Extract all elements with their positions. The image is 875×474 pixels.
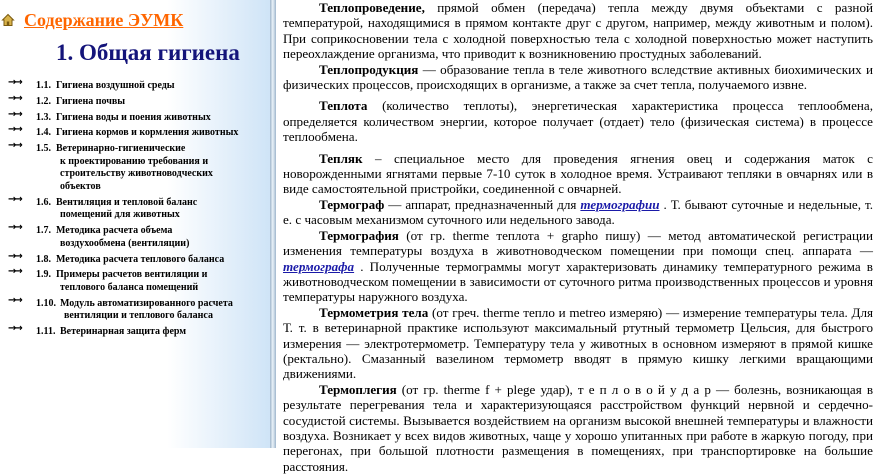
- nav-item-number: 1.2.: [36, 95, 51, 107]
- link-termografa[interactable]: термографа: [283, 258, 355, 274]
- arrow-bullet-icon: →→: [8, 77, 21, 88]
- paragraph-teploprovedenie: [283, 0, 873, 62]
- nav-item-label: помещений для животных: [60, 209, 180, 221]
- nav-item[interactable]: [0, 193, 268, 222]
- term: Тепляк: [319, 150, 363, 166]
- arrow-bullet-icon: →→: [8, 140, 21, 152]
- paragraph-termograf: [283, 197, 873, 228]
- arrow-bullet-icon: →→: [8, 92, 21, 104]
- definition: – специальное место для проведения ягнения овец и содержания маток с новорожденными ягнятами первые 7-10 суток в холодное время. Устраивают тепляки в овчарнях или в виде самостоятельной пристройки, соединенной с овчарней.: [283, 150, 873, 197]
- nav-item-number: 1.7.: [36, 225, 51, 237]
- nav-item[interactable]: [0, 140, 268, 193]
- definition: . Полученные термограммы могут характеризовать динамику температурного режима в животноводческом помещении в зависимости от суточного ритма производственных процессов и уровня температуры наружного воздуха.: [283, 258, 873, 305]
- definition: — образование тепла в теле животного вследствие активных биохимических и физических процессов, происходящих в организме, а также за счет тепла, получаемого извне.: [283, 61, 873, 93]
- term: Термоплегия: [319, 381, 397, 397]
- term: Теплопроведение,: [319, 0, 425, 15]
- paragraph-teploprodukciya: [283, 62, 873, 93]
- nav-item-label: Модуль автоматизированного расчета: [60, 297, 233, 309]
- arrow-bullet-icon: →→: [8, 222, 21, 234]
- definition: (от гр. therme f + plege удар), т е п л о в о й у д а р — болезнь, возникающая в результате перегревания тела и характеризующаяся расстройством функций нервной и сердечно-сосудистой системы. Вызывается воздействием на организм высокой внешней температуры и влажности воздуха. Возникает у всех видов животных, чаще у хорошо упитанных при работе в жаркую погоду, при перегонах, при большой плотности размещения в помещениях, при транспортировке на большие расстояния.: [283, 381, 873, 474]
- section-title: 1. Общая гигиена: [56, 40, 240, 65]
- nav-item-number: 1.9.: [36, 269, 51, 281]
- definition: прямой обмен (передача) тепла между двумя объектами с разной температурой, находящимися в прямом контакте друг с другом, например, между животным и полом). При соприкосновении тела с холодной поверхностью тела с холодной поверхностью может наступить переохлаждение организма, что приводит к возникновению простудных заболеваний.: [283, 0, 873, 62]
- term: Теплопродукция: [319, 61, 419, 77]
- nav-item-number: 1.3.: [36, 111, 51, 123]
- definition: (от греч. therme тепло и metreo измеряю) — измерение температуры тела. Для Т. т. в ветеринарной практике используют максимальный ртутный термометр Цельсия, для быстрого измерения — электротермометр. Температуру тела у животных в основном измеряют в прямой кишке (ректально). Смазанный вазелином термометр вводят в прямую кишку легкими вращающими движениями.: [283, 304, 873, 382]
- nav-item-label: Гигиена воздушной среды: [56, 80, 175, 91]
- nav-item-label: Методика расчета объема: [56, 225, 173, 237]
- nav-item-label: воздухообмена (вентиляции): [60, 237, 190, 249]
- nav-item-number: 1.6.: [36, 196, 51, 208]
- nav-item-label: Гигиена воды и поения животных: [56, 111, 211, 123]
- nav-item-label: теплового баланса помещений: [60, 281, 199, 293]
- arrow-bullet-icon: →→: [8, 266, 21, 278]
- nav-item[interactable]: [0, 323, 268, 339]
- nav-item-label: объектов: [60, 180, 101, 192]
- nav-item-label: Примеры расчетов вентиляции и: [56, 269, 208, 281]
- nav-item-label: Вентиляция и тепловой баланс: [56, 196, 198, 208]
- nav-item[interactable]: [0, 124, 268, 140]
- nav-item-number: 1.11.: [36, 326, 56, 338]
- definition: (количество теплоты), энергетическая характеристика процесса теплообмена, определяется количеством энергии, которое получает (отдает) тело (физическая система) в процессе теплообмена.: [283, 98, 873, 145]
- nav-item-number: 1.8.: [36, 253, 51, 265]
- toc-link[interactable]: Содержание ЭУМК: [24, 10, 184, 30]
- nav-item-label: вентиляции и теплового баланса: [64, 310, 213, 322]
- nav-item-label: Ветеринарная защита ферм: [60, 326, 187, 338]
- arrow-bullet-icon: →→: [8, 193, 21, 205]
- term: Термометрия тела: [319, 304, 429, 320]
- nav-item-label: Ветеринарно-гигиенические: [56, 143, 186, 155]
- arrow-bullet-icon: →→: [8, 250, 21, 262]
- article-content: [283, 0, 874, 474]
- term: Термография: [319, 227, 399, 243]
- nav-item-number: 1.4.: [36, 127, 51, 139]
- nav-item[interactable]: [0, 266, 268, 294]
- frame-divider[interactable]: [270, 0, 276, 448]
- definition: . Т. бывают суточные и недельные, т. е. с часовым механизмом суточного или недельного завода.: [283, 196, 874, 228]
- nav-item[interactable]: [0, 222, 268, 250]
- paragraph-termografiya: [283, 228, 873, 305]
- nav-item-label: Гигиена почвы: [56, 95, 126, 107]
- paragraph-teplyak: [283, 151, 873, 197]
- arrow-bullet-icon: →→: [8, 323, 21, 335]
- definition: (от гр. therme теплота + grapho пишу) — метод автоматической регистрации изменения температуры воздуха в животноводческом помещении при помощи спец. аппарата —: [283, 227, 873, 259]
- nav-item-label: строительству животноводческих: [60, 168, 213, 180]
- nav-item-number: 1.10.: [36, 297, 56, 309]
- nav-item[interactable]: [0, 77, 268, 93]
- arrow-bullet-icon: →→: [8, 294, 21, 306]
- term: Теплота: [319, 98, 368, 114]
- paragraph-teplota: [283, 98, 873, 144]
- arrow-bullet-icon: →→: [8, 108, 21, 120]
- term: Термограф: [319, 196, 385, 212]
- nav-item-number: 1.1.: [36, 80, 51, 91]
- paragraph-termometriya-tela: [283, 305, 873, 382]
- nav-item-label: Методика расчета теплового баланса: [56, 253, 225, 265]
- sidebar: [0, 0, 270, 448]
- nav-item[interactable]: [0, 108, 268, 125]
- nav-item-number: 1.5.: [36, 143, 51, 155]
- nav-item[interactable]: [0, 250, 268, 267]
- home-icon[interactable]: [2, 14, 14, 26]
- link-termografii[interactable]: термографии: [580, 196, 660, 212]
- paragraph-termoplegiya: [283, 382, 873, 474]
- nav-item[interactable]: [0, 92, 268, 109]
- nav-item-label: Гигиена кормов и кормления животных: [56, 127, 239, 139]
- arrow-bullet-icon: →→: [8, 124, 21, 136]
- nav-item-label: к проектированию требования и: [60, 155, 209, 167]
- definition: — аппарат, предназначенный для: [384, 196, 581, 212]
- nav-item[interactable]: [0, 294, 268, 323]
